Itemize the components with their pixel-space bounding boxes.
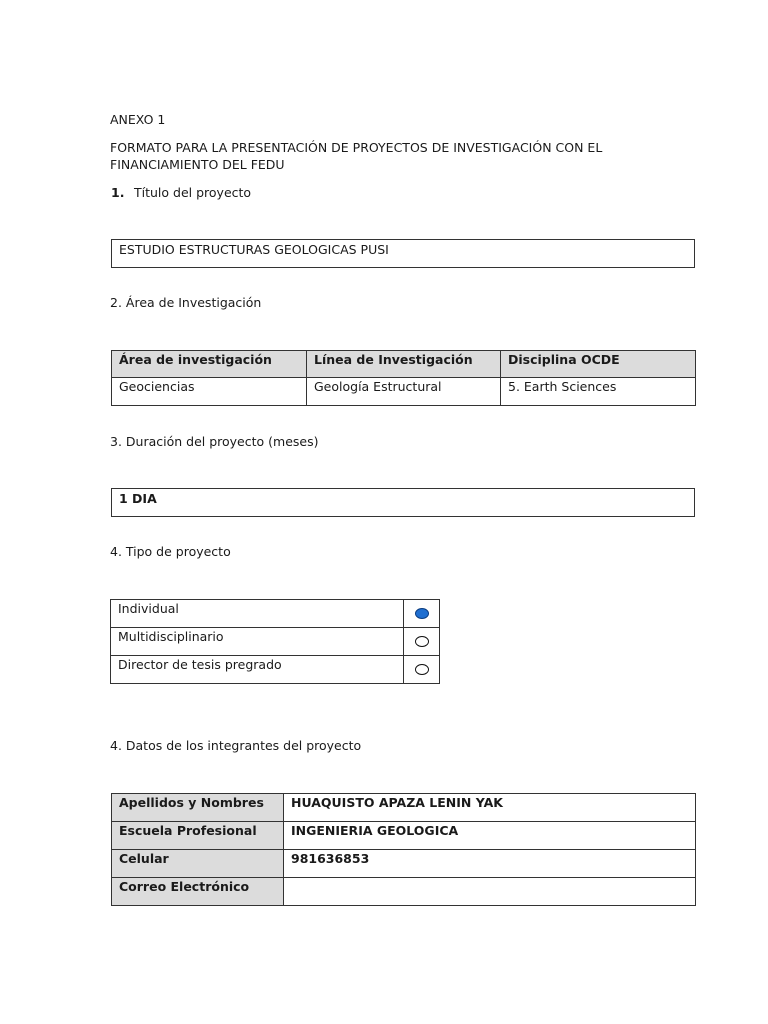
member-label-phone: Celular (112, 850, 284, 878)
table-row (112, 878, 696, 906)
member-value-name: HUAQUISTO APAZA LENIN YAK (284, 794, 696, 822)
section3-heading: 3. Duración del proyecto (meses) (110, 434, 319, 449)
table-header-row (112, 351, 696, 378)
members-table (111, 793, 696, 906)
member-label-email: Correo Electrónico (112, 878, 284, 906)
option-label-director: Director de tesis pregrado (111, 656, 404, 684)
radio-empty-icon[interactable] (415, 636, 429, 647)
table-row (112, 850, 696, 878)
section5-heading: 4. Datos de los integrantes del proyecto (110, 738, 362, 753)
radio-selected-icon[interactable] (415, 608, 429, 619)
radio-empty-icon[interactable] (415, 664, 429, 675)
cell-linea: Geología Estructural (307, 378, 501, 406)
option-radio-cell[interactable] (404, 628, 440, 656)
col-header-linea: Línea de Investigación (307, 351, 501, 378)
research-area-table (111, 350, 696, 406)
table-row (112, 378, 696, 406)
member-label-school: Escuela Profesional (112, 822, 284, 850)
member-value-email (284, 878, 696, 906)
section2-heading: 2. Área de Investigación (110, 295, 262, 310)
col-header-disciplina: Disciplina OCDE (501, 351, 696, 378)
member-label-name: Apellidos y Nombres (112, 794, 284, 822)
section1-number: 1. (111, 185, 125, 200)
project-title-value: ESTUDIO ESTRUCTURAS GEOLOGICAS PUSI (112, 240, 695, 268)
option-radio-cell[interactable] (404, 656, 440, 684)
member-value-school: INGENIERIA GEOLOGICA (284, 822, 696, 850)
option-row (111, 628, 440, 656)
option-row (111, 656, 440, 684)
project-type-table (110, 599, 440, 684)
option-label-individual: Individual (111, 600, 404, 628)
document-title-line2: FINANCIAMIENTO DEL FEDU (110, 157, 285, 172)
table-row (112, 794, 696, 822)
option-radio-cell[interactable] (404, 600, 440, 628)
section4-heading: 4. Tipo de proyecto (110, 544, 231, 559)
table-row (112, 822, 696, 850)
section1-heading: Título del proyecto (134, 185, 252, 200)
col-header-area: Área de investigación (112, 351, 307, 378)
cell-area: Geociencias (112, 378, 307, 406)
duration-value: 1 DIA (112, 489, 695, 517)
option-label-multidisciplinario: Multidisciplinario (111, 628, 404, 656)
member-value-phone: 981636853 (284, 850, 696, 878)
option-row (111, 600, 440, 628)
project-title-box (111, 239, 695, 268)
duration-box (111, 488, 695, 517)
document-title-line1: FORMATO PARA LA PRESENTACIÓN DE PROYECTOS DE INVESTIGACIÓN CON EL (110, 140, 603, 155)
cell-disciplina: 5. Earth Sciences (501, 378, 696, 406)
annex-label: ANEXO 1 (110, 112, 166, 127)
